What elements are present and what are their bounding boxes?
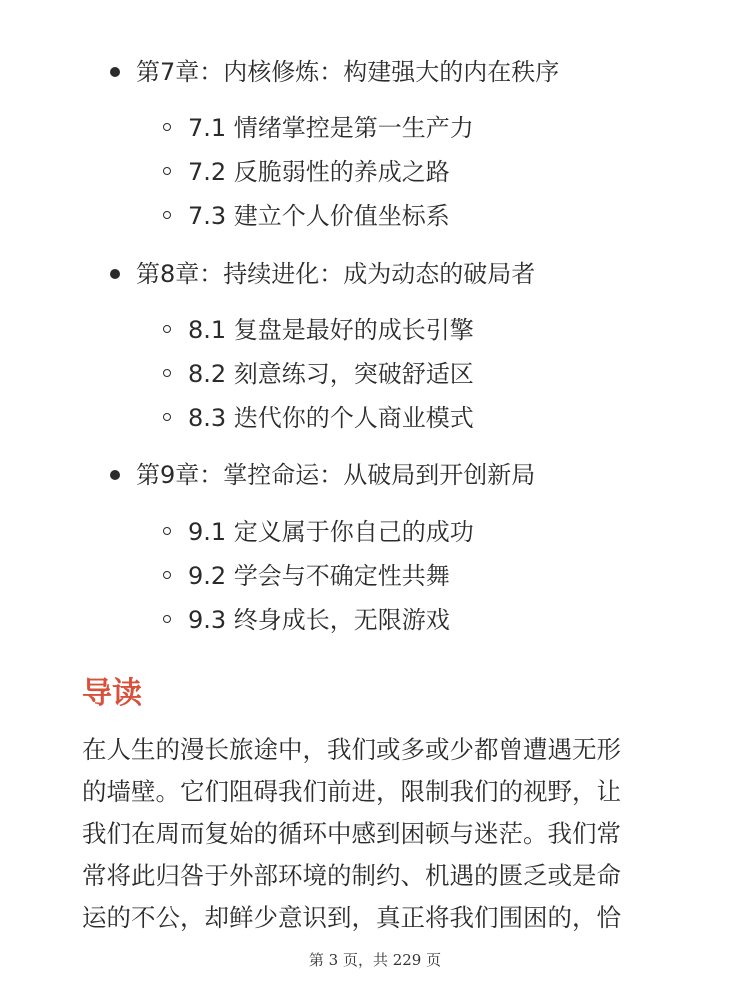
hollow-bullet-icon [163, 369, 171, 377]
hollow-bullet-icon [163, 325, 171, 333]
hollow-bullet-icon [163, 615, 171, 623]
intro-paragraph-line: 在人生的漫长旅途中，我们或多或少都曾遭遇无形 [82, 735, 621, 764]
section-title: 9.1 定义属于你自己的成功 [188, 518, 474, 546]
filled-bullet-icon [110, 269, 120, 279]
filled-bullet-icon [110, 470, 120, 480]
chapter-title: 第9章：掌控命运：从破局到开创新局 [136, 461, 536, 489]
chapter-title: 第8章：持续进化：成为动态的破局者 [136, 260, 536, 288]
section-title: 9.2 学会与不确定性共舞 [188, 562, 450, 590]
hollow-bullet-icon [163, 211, 171, 219]
section-title: 8.1 复盘是最好的成长引擎 [188, 316, 474, 344]
section-title: 9.3 终身成长，无限游戏 [188, 606, 450, 634]
hollow-bullet-icon [163, 571, 171, 579]
hollow-bullet-icon [163, 413, 171, 421]
hollow-bullet-icon [163, 123, 171, 131]
chapter-title: 第7章：内核修炼：构建强大的内在秩序 [136, 58, 560, 86]
section-title: 8.2 刻意练习，突破舒适区 [188, 360, 474, 388]
intro-heading: 导读 [82, 676, 142, 711]
intro-paragraph-line: 的墙壁。它们阻碍我们前进，限制我们的视野，让 [82, 777, 621, 806]
intro-paragraph-line: 运的不公，却鲜少意识到，真正将我们围困的，恰 [82, 903, 621, 932]
section-title: 7.1 情绪掌控是第一生产力 [188, 114, 474, 142]
intro-paragraph-line: 我们在周而复始的循环中感到困顿与迷茫。我们常 [82, 819, 621, 848]
page-number-footer: 第 3 页，共 229 页 [308, 951, 442, 969]
section-title: 7.2 反脆弱性的养成之路 [188, 158, 450, 186]
section-title: 8.3 迭代你的个人商业模式 [188, 404, 474, 432]
hollow-bullet-icon [163, 167, 171, 175]
intro-paragraph-line: 常将此归咎于外部环境的制约、机遇的匮乏或是命 [82, 861, 621, 890]
filled-bullet-icon [110, 67, 120, 77]
hollow-bullet-icon [163, 527, 171, 535]
section-title: 7.3 建立个人价值坐标系 [188, 202, 450, 230]
